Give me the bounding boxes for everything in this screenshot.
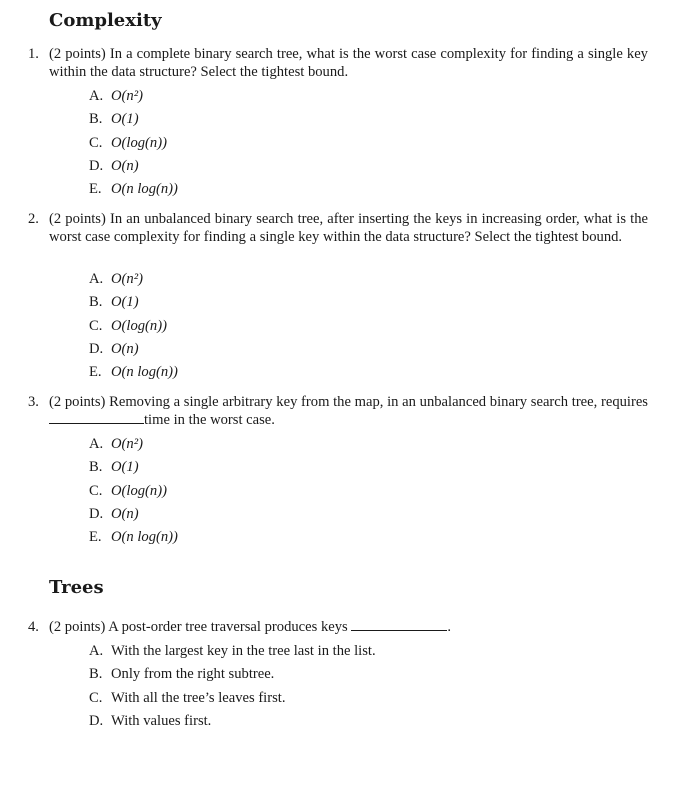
- option-b[interactable]: [89, 456, 178, 479]
- section-title-complexity: Complexity: [49, 10, 162, 31]
- option-letter: D.: [89, 505, 104, 522]
- question-body-after: .: [447, 619, 452, 635]
- option-e[interactable]: [89, 361, 178, 384]
- question-3: [28, 393, 648, 429]
- option-text: O(n): [111, 157, 139, 174]
- option-letter: A.: [89, 271, 104, 287]
- option-letter: C.: [89, 689, 103, 706]
- question-number: 4.: [28, 619, 39, 635]
- option-text: O(n): [111, 505, 139, 522]
- question-4: [28, 618, 648, 636]
- option-c[interactable]: [89, 687, 376, 710]
- option-letter: E.: [89, 364, 102, 381]
- question-text: [49, 210, 648, 246]
- option-text: O(n²): [111, 88, 143, 104]
- question-body: In a complete binary search tree, what is the worst case complexity for finding a single key within the data structure? Select the tightest bound.: [49, 46, 648, 80]
- option-a[interactable]: [89, 268, 178, 291]
- question-body: In an unbalanced binary search tree, after inserting the keys in increasing order, what is the worst case complexity for finding a single key within the data structure? Select the tightest bound.: [49, 211, 648, 245]
- option-letter: C.: [89, 134, 103, 151]
- option-c[interactable]: [89, 480, 178, 503]
- option-text: O(n²): [111, 271, 143, 287]
- answer-blank[interactable]: [49, 412, 144, 424]
- question-2: [28, 210, 648, 246]
- option-text: O(n log(n)): [111, 181, 178, 198]
- option-b[interactable]: [89, 291, 178, 314]
- question-1: [28, 45, 648, 81]
- option-text: Only from the right subtree.: [111, 666, 275, 683]
- option-letter: D.: [89, 712, 104, 729]
- option-text: O(1): [111, 111, 139, 128]
- question-points: (2 points): [49, 619, 106, 635]
- option-letter: C.: [89, 317, 103, 334]
- option-b[interactable]: [89, 108, 178, 131]
- question-number: 3.: [28, 394, 39, 410]
- option-d[interactable]: [89, 710, 376, 733]
- option-d[interactable]: [89, 503, 178, 526]
- option-c[interactable]: [89, 132, 178, 155]
- option-letter: E.: [89, 181, 102, 198]
- question-points: (2 points): [49, 211, 106, 227]
- option-a[interactable]: [89, 433, 178, 456]
- question-4-options: [89, 640, 376, 733]
- question-text: [49, 393, 648, 429]
- question-points: (2 points): [49, 46, 106, 62]
- option-text: O(n log(n)): [111, 529, 178, 546]
- option-a[interactable]: [89, 85, 178, 108]
- answer-blank[interactable]: [351, 619, 447, 631]
- option-text: O(n log(n)): [111, 364, 178, 381]
- option-text: With values first.: [111, 712, 212, 729]
- option-text: O(log(n)): [111, 317, 167, 334]
- question-2-options: [89, 268, 178, 384]
- question-3-options: [89, 433, 178, 549]
- option-letter: A.: [89, 436, 104, 452]
- section-title-trees: Trees: [49, 577, 104, 598]
- option-c[interactable]: [89, 315, 178, 338]
- option-text: O(1): [111, 294, 139, 311]
- option-e[interactable]: [89, 178, 178, 201]
- option-letter: B.: [89, 459, 103, 476]
- option-letter: B.: [89, 666, 103, 683]
- option-text: O(1): [111, 459, 139, 476]
- question-points: (2 points): [49, 394, 106, 410]
- option-letter: E.: [89, 529, 102, 546]
- question-body-before: A post-order tree traversal produces keys: [108, 619, 348, 635]
- option-text: O(n): [111, 340, 139, 357]
- question-body-after: time in the worst case.: [144, 412, 275, 428]
- question-body-before: Removing a single arbitrary key from the map, in an unbalanced binary search tree, requires: [109, 394, 648, 410]
- option-text: With all the tree’s leaves first.: [111, 689, 286, 706]
- question-number: 2.: [28, 211, 39, 227]
- option-letter: B.: [89, 111, 103, 128]
- option-text: O(log(n)): [111, 482, 167, 499]
- question-text: [49, 45, 648, 81]
- option-text: O(n²): [111, 436, 143, 452]
- option-letter: D.: [89, 340, 104, 357]
- option-letter: C.: [89, 482, 103, 499]
- option-letter: A.: [89, 643, 104, 659]
- question-number: 1.: [28, 46, 39, 62]
- option-letter: D.: [89, 157, 104, 174]
- option-text: With the largest key in the tree last in the list.: [111, 643, 376, 659]
- option-letter: B.: [89, 294, 103, 311]
- option-letter: A.: [89, 88, 104, 104]
- option-b[interactable]: [89, 663, 376, 686]
- option-d[interactable]: [89, 338, 178, 361]
- question-1-options: [89, 85, 178, 201]
- question-text: [49, 618, 648, 636]
- option-a[interactable]: [89, 640, 376, 663]
- option-text: O(log(n)): [111, 134, 167, 151]
- option-e[interactable]: [89, 526, 178, 549]
- option-d[interactable]: [89, 155, 178, 178]
